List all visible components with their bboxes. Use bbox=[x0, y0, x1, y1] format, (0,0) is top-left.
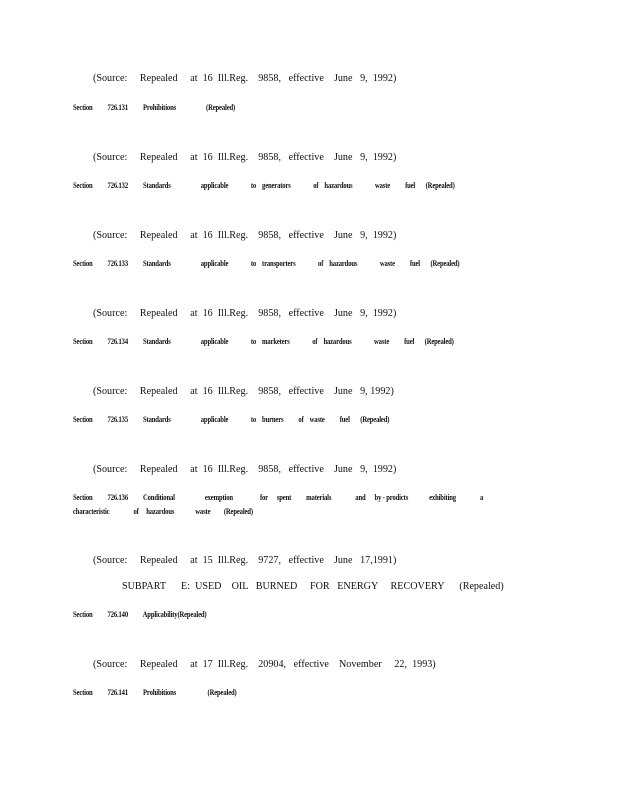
source-note: (Source: Repealed at 15 Ill.Reg. 9727, effective June 17,1991) bbox=[93, 554, 397, 566]
source-note: (Source: Repealed at 16 Ill.Reg. 9858, effective June 9, 1992) bbox=[93, 307, 397, 319]
source-note: (Source: Repealed at 16 Ill.Reg. 9858, effective June 9, 1992) bbox=[93, 229, 397, 241]
section-heading: Section 726.140 Applicability(Repealed) bbox=[73, 609, 207, 619]
section-heading: Section 726.133 Standards applicable to transporters of hazardous waste fuel (Repealed) bbox=[73, 258, 460, 268]
source-note: (Source: Repealed at 16 Ill.Reg. 9858, effective June 9, 1992) bbox=[93, 463, 397, 475]
subpart-heading: SUBPART E: USED OIL BURNED FOR ENERGY RECOVERY (Repealed) bbox=[122, 580, 504, 592]
source-note: (Source: Repealed at 16 Ill.Reg. 9858, effective June 9, 1992) bbox=[93, 151, 397, 163]
section-heading: Section 726.136 Conditional exemption for spent materials and by - prodicts exhibiting a bbox=[73, 492, 484, 502]
section-heading: Section 726.134 Standards applicable to marketers of hazardous waste fuel (Repealed) bbox=[73, 336, 454, 346]
section-heading: Section 726.141 Prohibitions (Repealed) bbox=[73, 687, 237, 697]
section-heading: Section 726.132 Standards applicable to generators of hazardous waste fuel (Repealed) bbox=[73, 180, 455, 190]
source-note: (Source: Repealed at 16 Ill.Reg. 9858, effective June 9, 1992) bbox=[93, 72, 397, 84]
source-note: (Source: Repealed at 17 Ill.Reg. 20904, effective November 22, 1993) bbox=[93, 658, 436, 670]
section-heading: Section 726.135 Standards applicable to burners of waste fuel (Repealed) bbox=[73, 414, 390, 424]
section-heading-continuation: characteristic of hazardous waste (Repealed) bbox=[73, 506, 253, 516]
source-note: (Source: Repealed at 16 Ill.Reg. 9858, effective June 9, 1992) bbox=[93, 385, 394, 397]
section-heading: Section 726.131 Prohibitions (Repealed) bbox=[73, 102, 236, 112]
